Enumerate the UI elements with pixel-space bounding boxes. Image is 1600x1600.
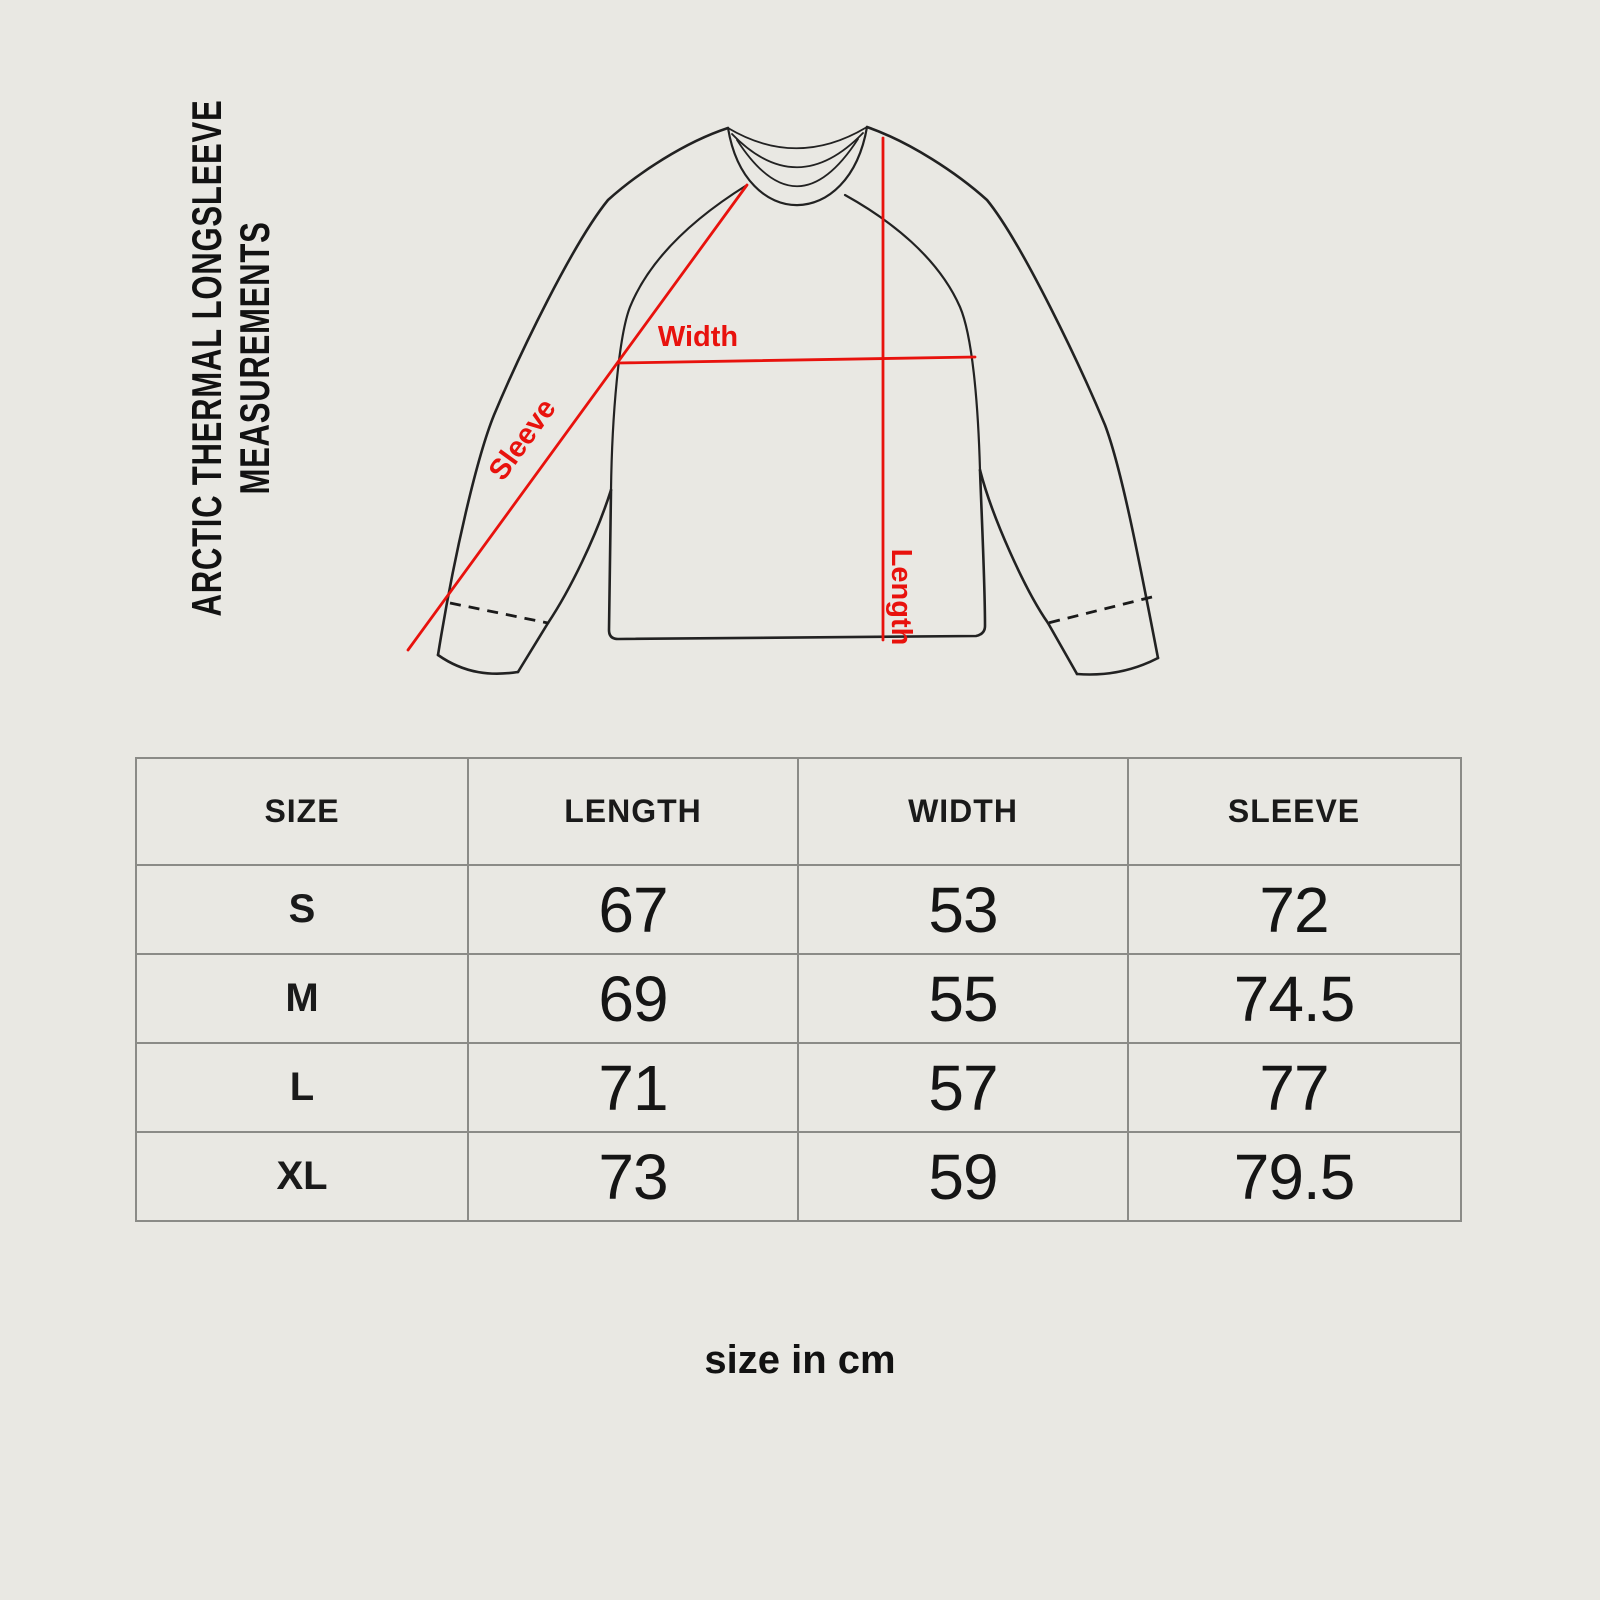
size-label: S: [137, 866, 469, 953]
right-sleeve-inner-edge: [980, 470, 1048, 623]
header-size: SIZE: [137, 759, 469, 864]
size-label: M: [137, 955, 469, 1042]
left-sleeve-outline: [438, 128, 728, 655]
size-chart-table: [135, 757, 1462, 1222]
table-row-s: [137, 866, 1460, 955]
sleeve-measure-line: [408, 185, 747, 650]
right-raglan-seam: [845, 195, 980, 470]
table-row-m: [137, 955, 1460, 1044]
width-measure-line: [618, 357, 975, 363]
sleeve-value: 72: [1259, 873, 1329, 946]
body-outline: [609, 470, 985, 639]
collar-rib-arc-3: [737, 139, 858, 186]
collar-rib-arc-1: [728, 127, 867, 148]
sleeve-value: 79.5: [1233, 1140, 1355, 1213]
right-cuff-side: [1048, 623, 1077, 674]
length-value: 71: [469, 1044, 799, 1131]
length-value: 73: [469, 1133, 799, 1220]
page-title: [183, 9, 279, 708]
sleeve-value: 74.5: [1233, 962, 1355, 1035]
left-cuff: [438, 655, 518, 674]
header-length: LENGTH: [469, 759, 799, 864]
page-title-line1: ARCTIC THERMAL LONGSLEEVE: [183, 99, 230, 617]
left-cuff-dashed-line: [450, 603, 548, 623]
garment-diagram: [380, 85, 1180, 705]
sleeve-measure-label: Sleeve: [482, 393, 563, 487]
width-value: 59: [799, 1133, 1129, 1220]
header-sleeve: SLEEVE: [1227, 793, 1361, 829]
sleeve-value: 77: [1259, 1051, 1329, 1124]
width-value: 53: [799, 866, 1129, 953]
table-header-row: [137, 759, 1460, 866]
table-row-l: [137, 1044, 1460, 1133]
width-value: 55: [799, 955, 1129, 1042]
length-measure-label: Length: [885, 548, 917, 646]
size-label: L: [137, 1044, 469, 1131]
length-value: 69: [469, 955, 799, 1042]
header-width: WIDTH: [799, 759, 1129, 864]
unit-note: size in cm: [704, 1338, 896, 1382]
longsleeve-sketch: [380, 85, 1180, 705]
width-measure-label: Width: [657, 321, 739, 353]
right-cuff: [1077, 658, 1158, 674]
page-title-line2: MEASUREMENTS: [231, 221, 278, 495]
table-row-xl: [137, 1133, 1460, 1220]
size-label: XL: [137, 1133, 469, 1220]
left-cuff-side: [518, 623, 548, 672]
left-sleeve-inner-edge: [548, 490, 611, 623]
length-value: 67: [469, 866, 799, 953]
right-cuff-dashed-line: [1048, 597, 1152, 623]
width-value: 57: [799, 1044, 1129, 1131]
